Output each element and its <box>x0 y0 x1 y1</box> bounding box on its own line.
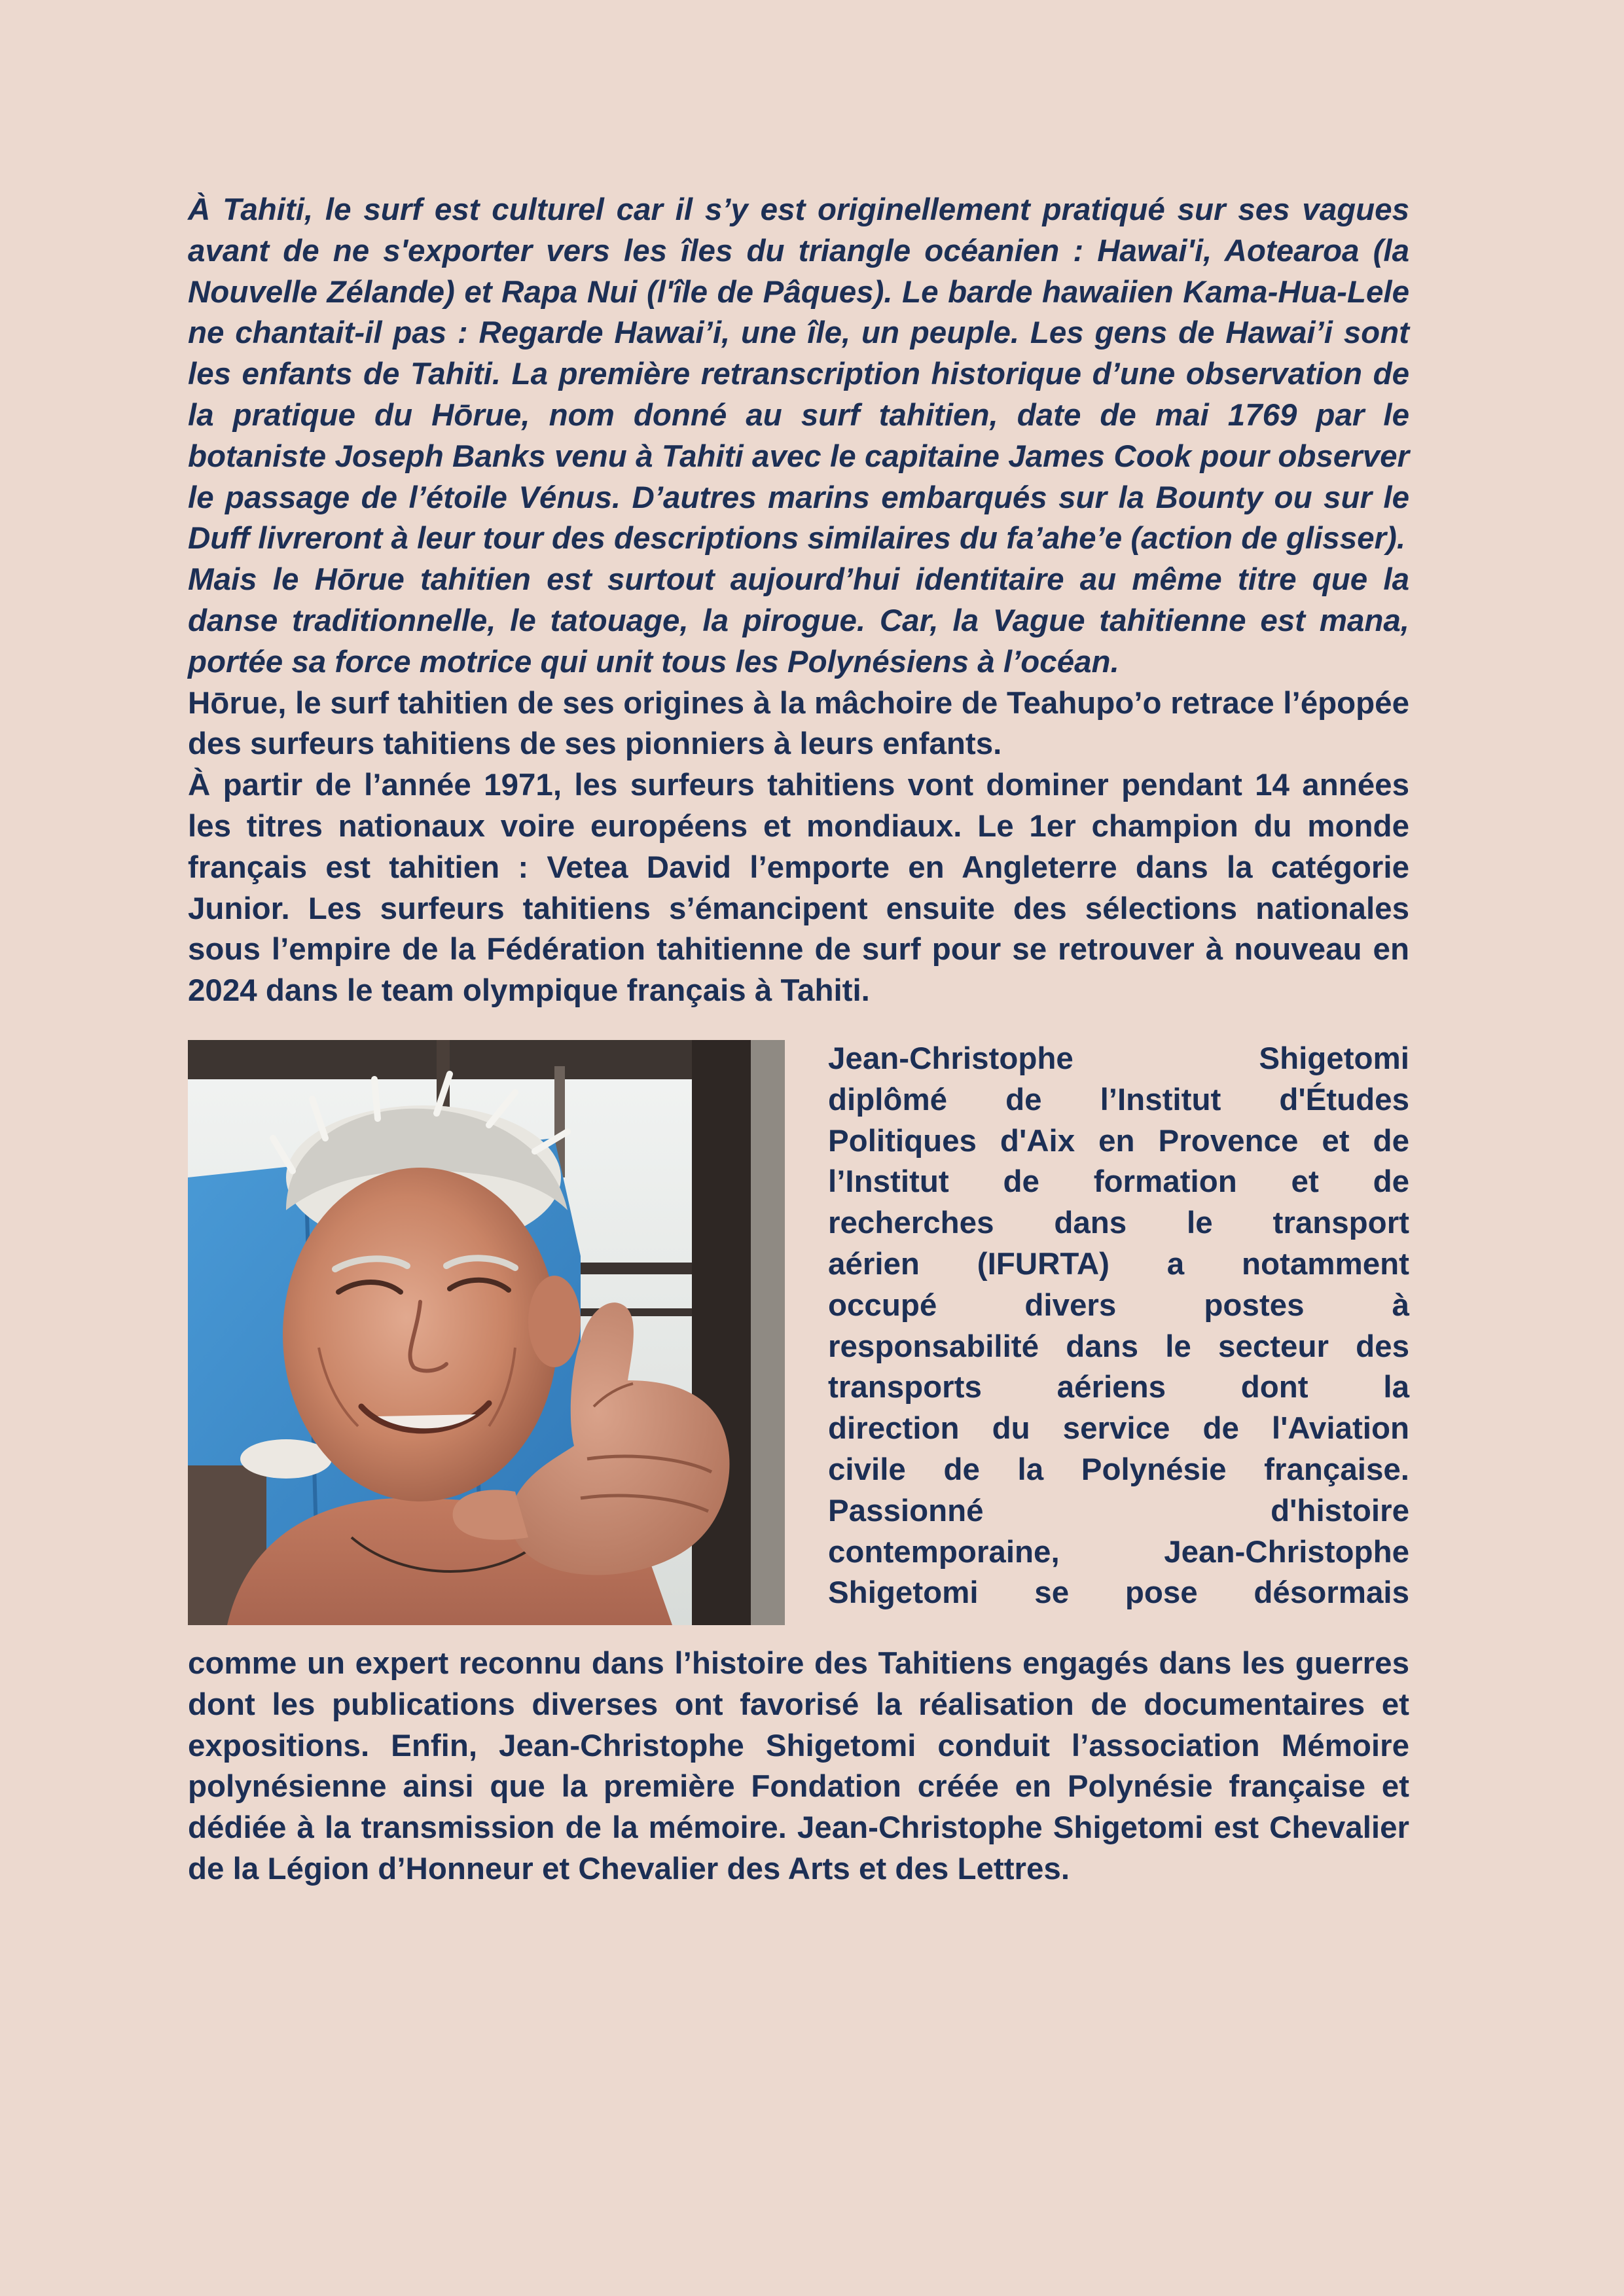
author-portrait-photo <box>188 1040 785 1625</box>
bio-line: civile de la Polynésie française. <box>828 1452 1409 1487</box>
intro-paragraph-3: Hōrue, le surf tahitien de ses origines à la mâchoire de Teahupo’o retrace l’épopée des surfeurs tahitiens de ses pionniers à leurs enfants. <box>188 685 1409 762</box>
bio-line: Passionné d'histoire <box>828 1493 1409 1528</box>
bio-line: occupé divers postes à <box>828 1287 1409 1323</box>
bio-line: Politiques d'Aix en Provence et de <box>828 1123 1409 1158</box>
author-bio-section <box>188 1040 1409 1626</box>
bio-line: aérien (IFURTA) a notamment <box>828 1246 1409 1282</box>
intro-paragraph-1: À Tahiti, le surf est culturel car il s’y est originellement pratiqué sur ses vagues avant de ne s'exporter vers les îles du triangle océanien : Hawai'i, Aotearoa (la Nouvelle Zélande) et Rapa Nui (l'île de Pâques). Le barde hawaiien Kama-Hua-Lele ne chantait-il pas : Regarde Hawai’i, une île, un peuple. Les gens de Hawai’i sont les enfants de Tahiti. La première retranscription historique d’une observation de la pratique du Hōrue, nom donné au surf tahitien, date de mai 1769 par le botaniste Joseph Banks venu à Tahiti avec le capitaine James Cook pour observer le passage de l’étoile Vénus. D’autres marins embarqués sur la Bounty ou sur le Duff livreront à leur tour des descriptions similaires du fa’ahe’e (action de glisser). <box>188 192 1409 556</box>
bio-line: recherches dans le transport <box>828 1206 1409 1241</box>
intro-paragraph-4: À partir de l’année 1971, les surfeurs tahitiens vont dominer pendant 14 années les titres nationaux voire européens et mondiaux. Le 1er champion du monde français est tahitien : Vetea David l’emporte en Angleterre dans la catégorie Junior. Les surfeurs tahitiens s’émancipent ensuite des sélections nationales sous l’empire de la Fédération tahitienne de surf pour se retrouver à nouveau en 2024 dans le team olympique français à Tahiti. <box>188 768 1409 1009</box>
bio-line: responsabilité dans le secteur des <box>828 1329 1409 1364</box>
bio-line: contemporaine, Jean-Christophe <box>828 1534 1409 1570</box>
author-bio-continuation: comme un expert reconnu dans l’histoire des Tahitiens engagés dans les guerres dont les publications diverses ont favorisé la réalisation de documentaires et expositions. Enfin, Jean-Christophe Shigetomi conduit l’association Mémoire polynésienne ainsi que la première Fondation créée en Polynésie française et dédiée à la transmission de la mémoire. Jean-Christophe Shigetomi est Chevalier de la Légion d’Honneur et Chevalier des Arts et des Lettres. <box>188 1645 1409 1886</box>
bio-line: diplômé de l’Institut d'Études <box>828 1082 1409 1117</box>
bio-line: Shigetomi se pose désormais <box>828 1575 1409 1611</box>
author-bio-side-text <box>828 1039 1409 1614</box>
document-page <box>188 190 1409 1890</box>
bio-line: direction du service de l'Aviation <box>828 1411 1409 1446</box>
bio-line: Jean-Christophe Shigetomi <box>828 1041 1409 1076</box>
bio-line: transports aériens dont la <box>828 1370 1409 1405</box>
bio-line: l’Institut de formation et de <box>828 1164 1409 1200</box>
intro-paragraph-2: Mais le Hōrue tahitien est surtout aujourd’hui identitaire au même titre que la danse traditionnelle, le tatouage, la pirogue. Car, la Vague tahitienne est mana, portée sa force motrice qui unit tous les Polynésiens à l’océan. <box>188 562 1409 679</box>
